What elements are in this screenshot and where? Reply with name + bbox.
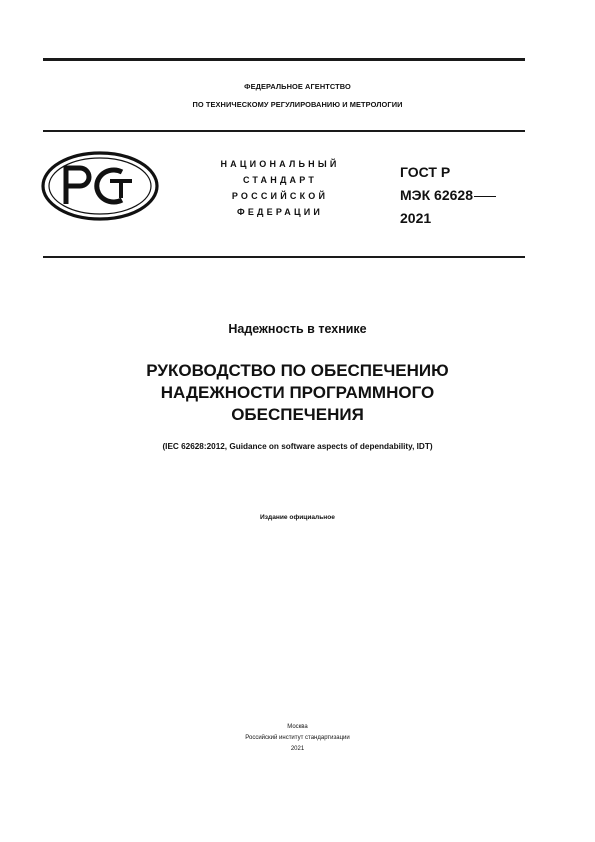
header-rule (43, 130, 525, 132)
rst-certification-logo-icon (40, 150, 160, 222)
gost-year: 2021 (400, 210, 432, 226)
standard-line-2: СТАНДАРТ (242, 175, 318, 185)
gost-line-2 (400, 184, 496, 207)
agency-line-2: ПО ТЕХНИЧЕСКОМУ РЕГУЛИРОВАНИЮ И МЕТРОЛОГИИ (192, 100, 403, 109)
original-standard-reference: (IEC 62628:2012, Guidance on software aspects of dependability, IDT) (162, 442, 433, 451)
title-line-3: ОБЕСПЕЧЕНИЯ (231, 405, 364, 424)
edition-note: Издание официальное (260, 514, 335, 521)
document-subject: Надежность в технике (228, 322, 367, 336)
standard-designation-block (190, 156, 370, 220)
imprint (0, 722, 595, 755)
imprint-publisher: Российский институт стандартизации (245, 735, 350, 741)
gost-line-1: ГОСТ Р (400, 164, 451, 180)
standard-line-1: НАЦИОНАЛЬНЫЙ (220, 159, 340, 169)
document-title (0, 360, 595, 426)
top-rule (43, 58, 525, 61)
title-line-1: РУКОВОДСТВО ПО ОБЕСПЕЧЕНИЮ (146, 361, 449, 380)
title-line-2: НАДЕЖНОСТИ ПРОГРАММНОГО (160, 383, 435, 402)
imprint-year: 2021 (290, 746, 305, 752)
gost-designation (400, 161, 496, 230)
dash-line (474, 196, 496, 198)
imprint-city: Москва (287, 724, 308, 730)
agency-line-1: ФЕДЕРАЛЬНОЕ АГЕНТСТВО (244, 82, 351, 91)
standard-line-4: ФЕДЕРАЦИИ (236, 207, 324, 217)
standard-line-3: РОССИЙСКОЙ (231, 191, 329, 201)
title-rule (43, 256, 525, 258)
gost-number: МЭК 62628 (400, 187, 473, 203)
